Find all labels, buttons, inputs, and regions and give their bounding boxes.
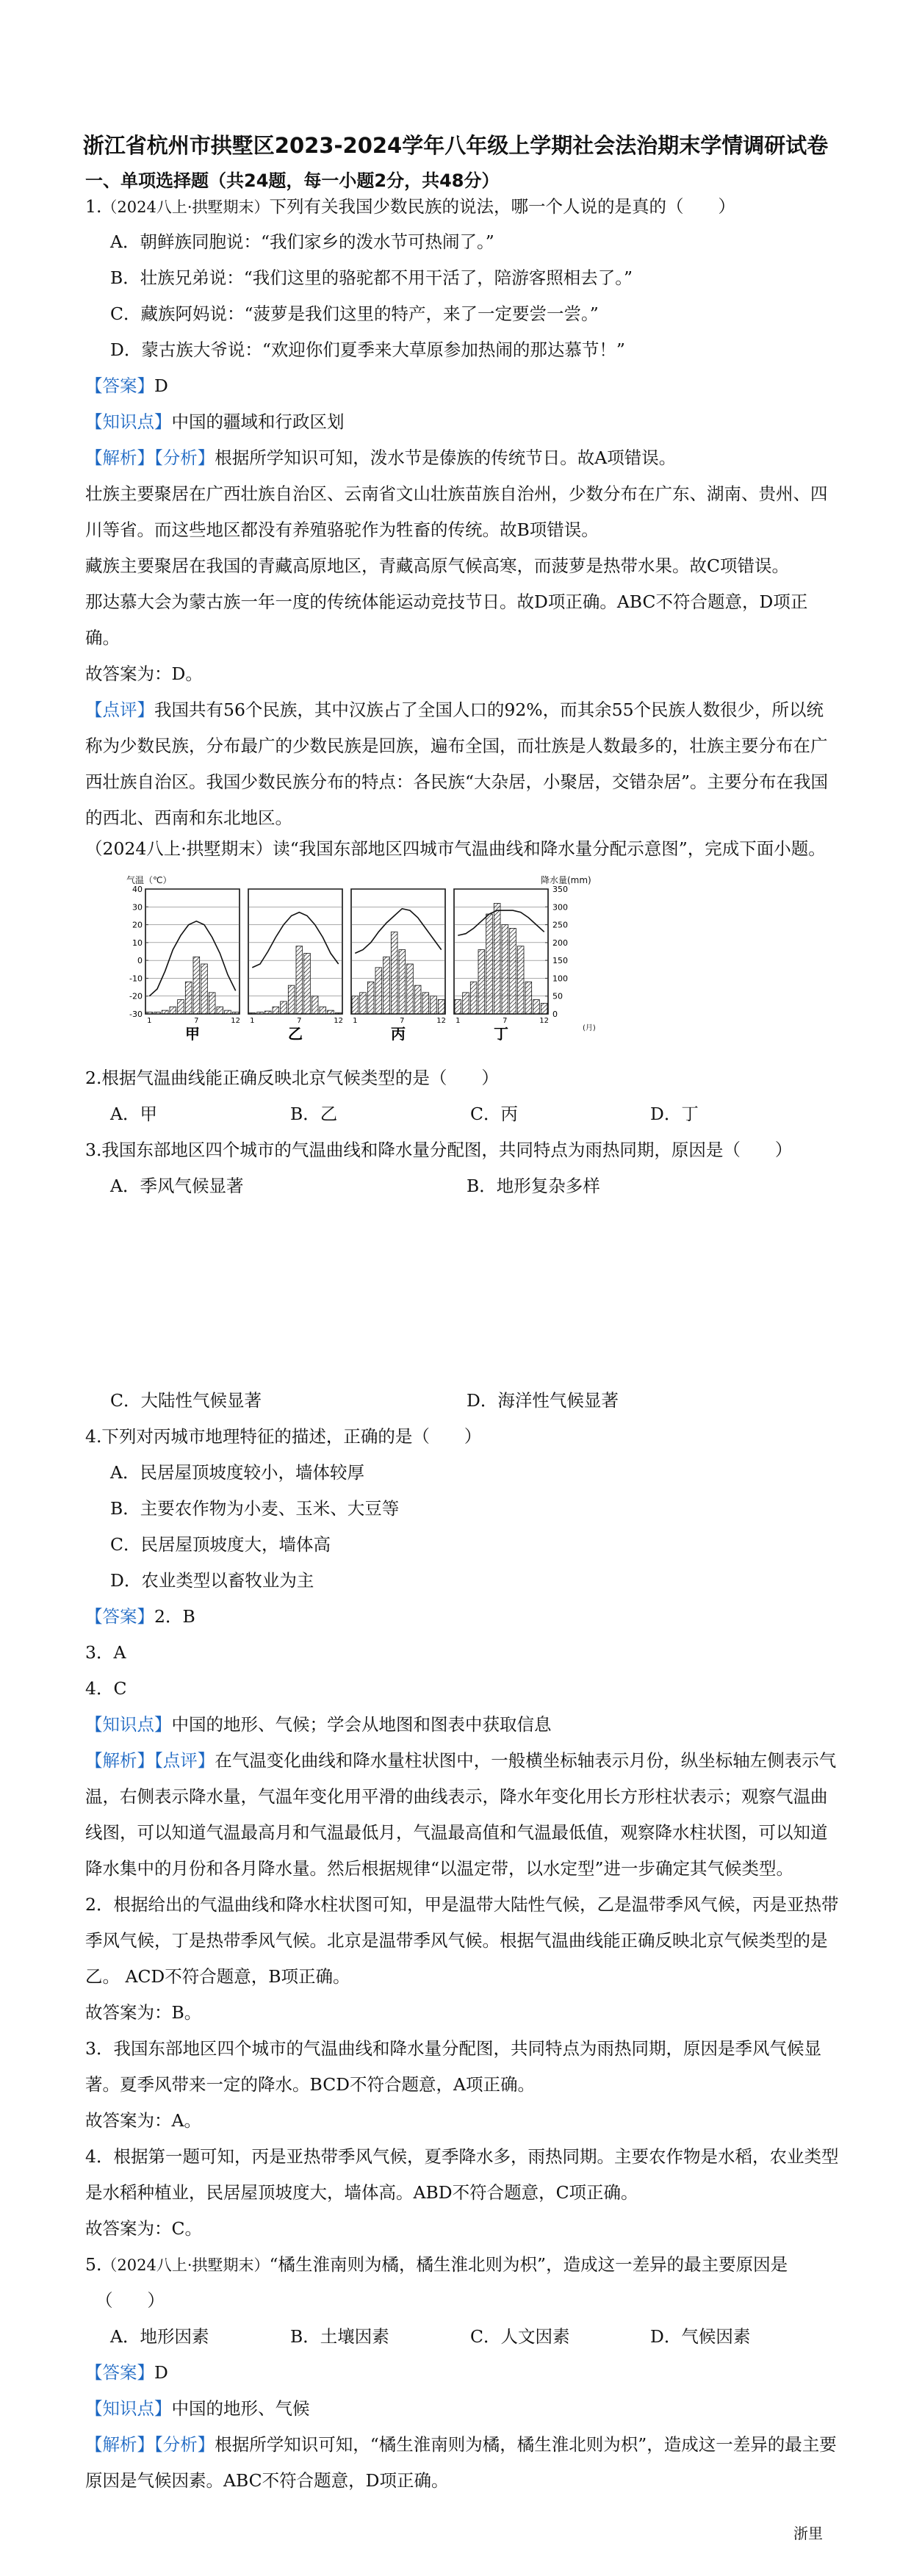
q1-analysis bbox=[85, 447, 676, 469]
question-number: 4. bbox=[85, 1426, 102, 1447]
analysis-234-line: 著。夏季风带来一定的降水。BCD不符合题意，A项正确。 bbox=[85, 2074, 535, 2095]
question-stem: 下列对丙城市地理特征的描述，正确的是（ ） bbox=[101, 1426, 482, 1447]
question-4 bbox=[85, 1425, 481, 1447]
q5-option-a: A．地形因素 bbox=[110, 2326, 209, 2347]
fenxi-label: 【分析】 bbox=[154, 447, 215, 468]
q3-option-c: C．大陆性气候显著 bbox=[110, 1390, 262, 1411]
precip-bar bbox=[352, 996, 359, 1014]
temp-curve bbox=[355, 909, 441, 954]
precip-bar bbox=[281, 1001, 287, 1014]
precip-bar bbox=[517, 946, 524, 1014]
q4-option-a: A．民居屋顶坡度较小，墙体较厚 bbox=[110, 1462, 364, 1483]
analysis-label: 【解析】 bbox=[85, 1750, 154, 1771]
precip-bar bbox=[209, 993, 215, 1014]
chart-panel-frame bbox=[145, 889, 240, 1014]
precip-bar bbox=[193, 957, 200, 1014]
precip-bar bbox=[525, 982, 532, 1014]
precip-tick-label: 100 bbox=[552, 974, 568, 984]
month-tick-label: 7 bbox=[297, 1017, 302, 1025]
question-1 bbox=[85, 195, 735, 218]
panel-name-label: 丁 bbox=[494, 1025, 508, 1043]
q1-comment-line: 西壮族自治区。我国少数民族分布的特点：各民族“大杂居，小聚居，交错杂居”。主要分布在我国 bbox=[85, 771, 829, 792]
analysis-234-line: 乙。 ACD不符合题意，B项正确。 bbox=[85, 1966, 350, 1987]
precip-bar bbox=[185, 982, 192, 1014]
analysis-234-line: 季风气候，丁是热带季风气候。北京是温带季风气候。根据气温曲线能正确反映北京气候类型的是 bbox=[85, 1930, 828, 1951]
question-source: （2024八上·拱墅期末） bbox=[101, 198, 270, 216]
q2-option-a: A．甲 bbox=[110, 1104, 157, 1124]
knowledge-value: 中国的地形、气候 bbox=[171, 2398, 310, 2419]
month-tick-label: 1 bbox=[147, 1017, 152, 1025]
month-tick-label: 12 bbox=[334, 1017, 344, 1025]
question-stem: 下列有关我国少数民族的说法，哪一个人说的是真的（ ） bbox=[269, 196, 736, 217]
comment-label: 【点评】 bbox=[154, 1750, 215, 1771]
comment-text: 我国共有56个民族，其中汉族占了全国人口的92%，而其余55个民族人数很少，所以统 bbox=[154, 699, 824, 720]
precip-bar bbox=[455, 1000, 461, 1014]
precip-bar bbox=[438, 1000, 444, 1014]
temp-axis-label: 气温（℃） bbox=[126, 875, 172, 885]
precip-tick-label: 200 bbox=[552, 938, 568, 948]
month-tick-label: 12 bbox=[539, 1017, 550, 1025]
precip-axis-label: 降水量(mm) bbox=[541, 875, 591, 885]
precip-bar bbox=[201, 964, 208, 1014]
knowledge-234 bbox=[85, 1713, 552, 1735]
q1-analysis-line: 确。 bbox=[85, 627, 120, 648]
precip-bar bbox=[502, 925, 508, 1014]
q1-option-a: A．朝鲜族同胞说：“我们家乡的泼水节可热闹了。” bbox=[110, 231, 494, 252]
precip-bar bbox=[391, 932, 397, 1014]
precip-bar bbox=[170, 1007, 176, 1014]
analysis-234-line: 是水稻种植业，民居屋顶坡度大，墙体高。ABD不符合题意，C项正确。 bbox=[85, 2182, 638, 2203]
q4-option-b: B．主要农作物为小麦、玉米、大豆等 bbox=[110, 1498, 400, 1519]
precip-bar bbox=[178, 1000, 184, 1014]
analysis-text: 根据所学知识可知，泼水节是傣族的传统节日。故A项错误。 bbox=[215, 447, 677, 468]
answer-label: 【答案】 bbox=[85, 375, 154, 396]
precip-bar bbox=[232, 1012, 239, 1014]
analysis-label: 【解析】 bbox=[85, 2434, 154, 2455]
analysis-234-line: 4．根据第一题可知，丙是亚热带季风气候，夏季降水多，雨热同期。主要农作物是水稻，农业类型 bbox=[85, 2146, 839, 2167]
panel-name-label: 乙 bbox=[288, 1025, 303, 1043]
precip-bar bbox=[328, 1010, 334, 1014]
analysis-label: 【解析】 bbox=[85, 447, 154, 468]
q1-option-b: B．壮族兄弟说：“我们这里的骆驼都不用干活了，陪游客照相去了。” bbox=[110, 267, 633, 288]
precip-tick-label: 50 bbox=[552, 991, 563, 1001]
precip-tick-label: 300 bbox=[552, 902, 568, 913]
precip-bar bbox=[217, 1007, 223, 1014]
temp-tick-label: -20 bbox=[129, 991, 143, 1001]
precip-bar bbox=[146, 1012, 153, 1014]
precip-bar bbox=[296, 946, 303, 1014]
q1-answer bbox=[85, 375, 168, 397]
answer-label: 【答案】 bbox=[85, 1606, 154, 1627]
climate-charts bbox=[115, 867, 614, 1051]
precip-bar bbox=[463, 993, 469, 1014]
q2-option-c: C．丙 bbox=[470, 1104, 518, 1124]
temp-tick-label: 30 bbox=[132, 902, 143, 913]
question-number: 1. bbox=[85, 196, 102, 217]
panel-name-label: 甲 bbox=[185, 1025, 200, 1043]
question-2 bbox=[85, 1067, 499, 1089]
precip-bar bbox=[414, 985, 421, 1014]
precip-bar bbox=[273, 1007, 279, 1014]
q2-option-b: B．乙 bbox=[290, 1104, 338, 1124]
precip-bar bbox=[510, 928, 516, 1014]
q5-knowledge bbox=[85, 2397, 310, 2420]
comment-label: 【点评】 bbox=[85, 699, 154, 720]
footer-text: 浙里 bbox=[793, 2525, 823, 2542]
precip-bar bbox=[486, 914, 493, 1014]
q1-comment-line: 称为少数民族，分布最广的少数民族是回族，遍布全国，而壮族是人数最多的，壮族主要分布在广 bbox=[85, 735, 828, 756]
precip-bar bbox=[407, 964, 414, 1014]
precip-bar bbox=[422, 993, 429, 1014]
month-tick-label: 12 bbox=[231, 1017, 241, 1025]
analysis-234-line: 故答案为：C。 bbox=[85, 2218, 202, 2239]
question-source: （2024八上·拱墅期末） bbox=[101, 2256, 270, 2274]
section-heading: 一、单项选择题（共24题，每一小题2分，共48分） bbox=[85, 170, 500, 191]
temp-tick-label: 40 bbox=[132, 885, 143, 894]
precip-bar bbox=[367, 982, 374, 1014]
q5-option-b: B．土壤因素 bbox=[290, 2326, 389, 2347]
precip-bar bbox=[257, 1012, 264, 1014]
analysis-234-line: 故答案为：B。 bbox=[85, 2002, 202, 2023]
precip-bar bbox=[312, 996, 318, 1014]
q5-option-c: C．人文因素 bbox=[470, 2326, 570, 2347]
ans-2 bbox=[85, 1605, 195, 1627]
answer-value: D bbox=[154, 375, 168, 396]
month-tick-label: 7 bbox=[194, 1017, 199, 1025]
analysis-234-line: 降水集中的月份和各月降水量。然后根据规律“以温定带，以水定型”进一步确定其气候类型。 bbox=[85, 1858, 794, 1879]
precip-bar bbox=[541, 1003, 547, 1014]
precip-bar bbox=[304, 953, 311, 1014]
precip-bar bbox=[399, 950, 406, 1014]
precip-bar bbox=[494, 903, 500, 1014]
precip-tick-label: 350 bbox=[552, 885, 568, 894]
temp-curve bbox=[252, 913, 338, 968]
analysis-234-line: 线图，可以知道气温最高月和气温最低月，气温最高值和气温最低值，观察降水柱状图，可以知道 bbox=[85, 1822, 828, 1843]
month-tick-label: 1 bbox=[353, 1017, 358, 1025]
q3-option-a: A．季风气候显著 bbox=[110, 1176, 244, 1196]
analysis-text: 根据所学知识可知，“橘生淮南则为橘，橘生淮北则为枳”，造成这一差异的最主要 bbox=[215, 2434, 837, 2455]
answer-value: 2．B bbox=[154, 1606, 195, 1627]
precip-bar bbox=[431, 996, 437, 1014]
q3-option-d: D．海洋性气候显著 bbox=[467, 1390, 619, 1411]
precip-bar bbox=[154, 1012, 161, 1014]
question-number: 3. bbox=[85, 1140, 102, 1160]
exam-title: 浙江省杭州市拱墅区2023-2024学年八年级上学期社会法治期末学情调研试卷 bbox=[82, 133, 829, 158]
knowledge-label: 【知识点】 bbox=[85, 1714, 172, 1735]
answer-label: 【答案】 bbox=[85, 2362, 154, 2383]
chart-panel-frame bbox=[248, 889, 342, 1014]
precip-tick-label: 0 bbox=[552, 1010, 558, 1019]
question-stem: “橘生淮南则为橘，橘生淮北则为枳”，造成这一差异的最主要原因是 bbox=[269, 2254, 788, 2275]
precip-bar bbox=[335, 1013, 342, 1014]
ans-3: 3．A bbox=[85, 1642, 126, 1663]
precip-bar bbox=[360, 993, 367, 1014]
q1-option-c: C．藏族阿妈说：“菠萝是我们这里的特产，来了一定要尝一尝。” bbox=[110, 303, 599, 324]
answer-value: D bbox=[154, 2362, 168, 2383]
precip-bar bbox=[320, 1007, 326, 1014]
q4-option-d: D．农业类型以畜牧业为主 bbox=[110, 1570, 314, 1591]
ans-4: 4．C bbox=[85, 1678, 127, 1699]
month-tick-label: 1 bbox=[250, 1017, 255, 1025]
question-3 bbox=[85, 1139, 792, 1161]
month-tick-label: 1 bbox=[455, 1017, 461, 1025]
q5-option-d: D．气候因素 bbox=[650, 2326, 751, 2347]
group-intro: （2024八上·拱墅期末）读“我国东部地区四城市气温曲线和降水量分配示意图”，完成下面小题。 bbox=[85, 838, 826, 859]
q1-knowledge bbox=[85, 411, 345, 433]
q3-option-b: B．地形复杂多样 bbox=[467, 1176, 600, 1196]
panel-name-label: 丙 bbox=[391, 1025, 406, 1043]
precip-bar bbox=[288, 985, 295, 1014]
knowledge-value: 中国的地形、气候；学会从地图和图表中获取信息 bbox=[171, 1714, 552, 1735]
q1-comment bbox=[85, 699, 824, 721]
q1-analysis-line: 壮族主要聚居在广西壮族自治区、云南省文山壮族苗族自治州，少数分布在广东、湖南、贵州、四 bbox=[85, 483, 828, 504]
month-tick-label: 7 bbox=[400, 1017, 405, 1025]
precip-bar bbox=[264, 1011, 271, 1014]
q1-analysis-line: 藏族主要聚居在我国的青藏高原地区，青藏高原气候高寒，而菠萝是热带水果。故C项错误。 bbox=[85, 555, 789, 576]
question-stem: 根据气温曲线能正确反映北京气候类型的是（ ） bbox=[101, 1068, 499, 1088]
analysis-234 bbox=[85, 1749, 836, 1771]
precip-bar bbox=[249, 1013, 256, 1014]
temp-tick-label: -10 bbox=[129, 974, 143, 984]
q5-answer bbox=[85, 2361, 168, 2383]
precip-bar bbox=[384, 957, 390, 1014]
question-number: 5. bbox=[85, 2254, 102, 2275]
question-number: 2. bbox=[85, 1068, 102, 1088]
analysis-234-line: 温，右侧表示降水量，气温年变化用平滑的曲线表示，降水年变化用长方形柱状表示；观察气温曲 bbox=[85, 1786, 828, 1807]
temp-tick-label: 20 bbox=[132, 920, 143, 930]
q5-paren: （ ） bbox=[96, 2290, 165, 2311]
analysis-234-line: 3．我国东部地区四个城市的气温曲线和降水量分配图，共同特点为雨热同期，原因是季风气候显 bbox=[85, 2038, 821, 2059]
knowledge-value: 中国的疆域和行政区划 bbox=[171, 411, 345, 432]
month-tick-label: 12 bbox=[436, 1017, 447, 1025]
temp-tick-label: -30 bbox=[129, 1010, 143, 1019]
knowledge-label: 【知识点】 bbox=[85, 411, 172, 432]
q5-analysis bbox=[85, 2433, 837, 2456]
month-tick-label: 7 bbox=[503, 1017, 508, 1025]
precip-bar bbox=[470, 982, 477, 1014]
precip-bar bbox=[162, 1010, 168, 1014]
precip-bar bbox=[375, 968, 382, 1014]
temp-curve bbox=[458, 910, 544, 935]
q1-analysis-line: 故答案为：D。 bbox=[85, 663, 203, 684]
month-axis-label: (月) bbox=[583, 1024, 596, 1032]
precip-bar bbox=[478, 950, 485, 1014]
question-5 bbox=[85, 2253, 788, 2276]
precip-tick-label: 250 bbox=[552, 920, 568, 930]
analysis-text: 在气温变化曲线和降水量柱状图中，一般横坐标轴表示月份，纵坐标轴左侧表示气 bbox=[215, 1750, 837, 1771]
precip-tick-label: 150 bbox=[552, 956, 568, 966]
q4-option-c: C．民居屋顶坡度大，墙体高 bbox=[110, 1534, 331, 1555]
temp-tick-label: 10 bbox=[132, 938, 143, 948]
q1-analysis-line: 那达慕大会为蒙古族一年一度的传统体能运动竞技节日。故D项正确。ABC不符合题意，D项正 bbox=[85, 591, 808, 612]
q2-option-d: D．丁 bbox=[650, 1104, 699, 1124]
q5-analysis-line: 原因是气候因素。ABC不符合题意，D项正确。 bbox=[85, 2470, 449, 2491]
question-stem: 我国东部地区四个城市的气温曲线和降水量分配图，共同特点为雨热同期，原因是（ ） bbox=[101, 1140, 793, 1160]
temp-curve bbox=[149, 921, 235, 996]
analysis-234-line: 2．根据给出的气温曲线和降水柱状图可知，甲是温带大陆性气候，乙是温带季风气候，丙是亚热带 bbox=[85, 1894, 839, 1915]
q1-analysis-line: 川等省。而这些地区都没有养殖骆驼作为牲畜的传统。故B项错误。 bbox=[85, 519, 599, 540]
temp-tick-label: 0 bbox=[137, 956, 143, 966]
precip-bar bbox=[533, 1000, 540, 1014]
analysis-234-line: 故答案为：A。 bbox=[85, 2110, 201, 2131]
precip-bar bbox=[225, 1010, 231, 1014]
q1-option-d: D．蒙古族大爷说：“欢迎你们夏季来大草原参加热闹的那达慕节！” bbox=[110, 339, 625, 360]
knowledge-label: 【知识点】 bbox=[85, 2398, 172, 2419]
q1-comment-line: 的西北、西南和东北地区。 bbox=[85, 807, 292, 828]
fenxi-label: 【分析】 bbox=[154, 2434, 215, 2455]
